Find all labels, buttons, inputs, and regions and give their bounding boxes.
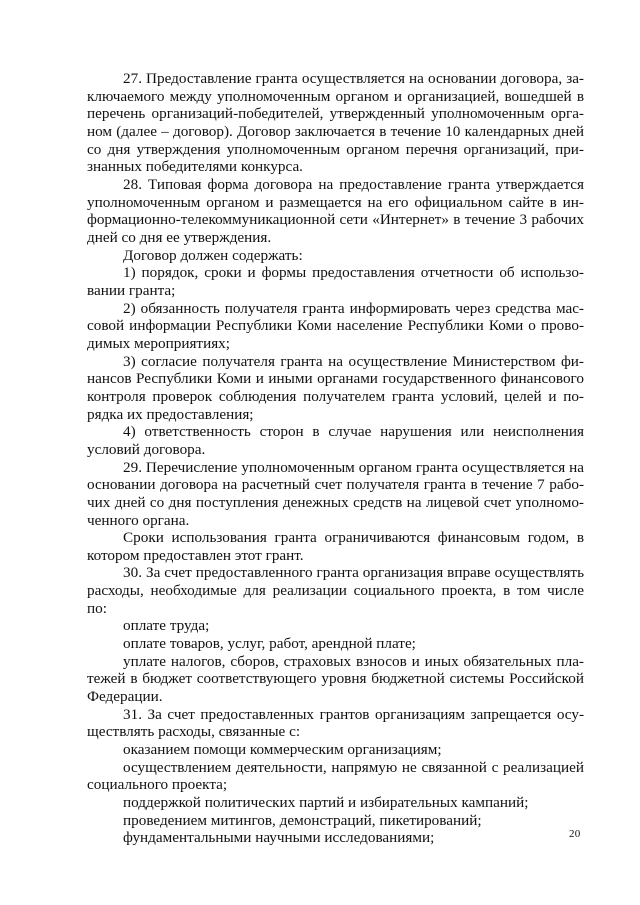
text-line: со дня утверждения уполномоченным органом перечня организаций, при- bbox=[87, 140, 584, 158]
text-line: знанных победителями конкурса. bbox=[87, 158, 303, 176]
text-line: уполномоченным органом и размещается на его официальном сайте в ин- bbox=[87, 193, 584, 211]
text-line: совой информации Республики Коми население Республики Коми о прово- bbox=[87, 317, 584, 335]
text-line: 28. Типовая форма договора на предоставление гранта утверждается bbox=[123, 175, 584, 193]
text-line: оплате товаров, услуг, работ, арендной плате; bbox=[123, 635, 416, 653]
text-line: по: bbox=[87, 599, 107, 617]
text-line: 2) обязанность получателя гранта информировать через средства мас- bbox=[123, 299, 584, 317]
text-line: тежей в бюджет соответствующего уровня бюджетной системы Российской bbox=[87, 670, 584, 688]
text-line: оказанием помощи коммерческим организациям; bbox=[123, 741, 442, 759]
text-line: поддержкой политических партий и избирательных кампаний; bbox=[123, 794, 529, 812]
text-line: ключаемого между уполномоченным органом и организацией, вошедшей в bbox=[87, 87, 584, 105]
text-line: 30. За счет предоставленного гранта организация вправе осуществлять bbox=[123, 564, 584, 582]
text-line: ченного органа. bbox=[87, 511, 190, 529]
text-line: уплате налогов, сборов, страховых взносов и иных обязательных пла- bbox=[123, 652, 584, 670]
text-line: димых мероприятиях; bbox=[87, 334, 230, 352]
text-line: 27. Предоставление гранта осуществляется на основании договора, за- bbox=[123, 70, 584, 87]
text-line: 1) порядок, сроки и формы предоставления отчетности об использо- bbox=[123, 264, 584, 282]
text-line: ном (далее – договор). Договор заключается в течение 10 календарных дней bbox=[87, 122, 584, 140]
text-line: дней со дня ее утверждения. bbox=[87, 228, 272, 246]
text-line: чих дней со дня поступления денежных средств на лицевой счет уполномо- bbox=[87, 493, 584, 511]
text-line: рядка их предоставления; bbox=[87, 405, 254, 423]
text-line: Сроки использования гранта ограничиваются финансовым годом, в bbox=[123, 529, 584, 547]
text-line: нансов Республики Коми и иными органами государственного финансового bbox=[87, 370, 584, 388]
page-number: 20 bbox=[569, 828, 581, 840]
text-line: расходы, необходимые для реализации социального проекта, в том числе bbox=[87, 582, 584, 600]
text-line: условий договора. bbox=[87, 440, 206, 458]
text-line: осуществлением деятельности, напрямую не связанной с реализацией bbox=[123, 758, 584, 776]
text-line: 4) ответственность сторон в случае нарушения или неисполнения bbox=[123, 423, 584, 441]
text-line: основании договора на расчетный счет получателя гранта в течение 7 рабо- bbox=[87, 476, 584, 494]
text-line: 31. За счет предоставленных грантов организациям запрещается осу- bbox=[123, 705, 584, 723]
text-line: ществлять расходы, связанные с: bbox=[87, 723, 301, 741]
text-line: котором предоставлен этот грант. bbox=[87, 546, 304, 564]
text-line: фундаментальными научными исследованиями; bbox=[123, 829, 435, 847]
text-line: проведением митингов, демонстраций, пикетирований; bbox=[123, 811, 482, 829]
text-line: Федерации. bbox=[87, 688, 163, 706]
text-line: перечень организаций-победителей, утвержденный уполномоченным орга- bbox=[87, 105, 584, 123]
text-line: оплате труда; bbox=[123, 617, 210, 635]
text-line: контроля проверок соблюдения получателем гранта условий, целей и по- bbox=[87, 387, 584, 405]
text-line: формационно-телекоммуникационной сети «Интернет» в течение 3 рабочих bbox=[87, 211, 584, 229]
text-line: 3) согласие получателя гранта на осуществление Министерством фи- bbox=[123, 352, 584, 370]
text-line: Договор должен содержать: bbox=[123, 246, 303, 264]
text-line: вании гранта; bbox=[87, 281, 176, 299]
text-line: 29. Перечисление уполномоченным органом гранта осуществляется на bbox=[123, 458, 584, 476]
text-line: социального проекта; bbox=[87, 776, 228, 794]
